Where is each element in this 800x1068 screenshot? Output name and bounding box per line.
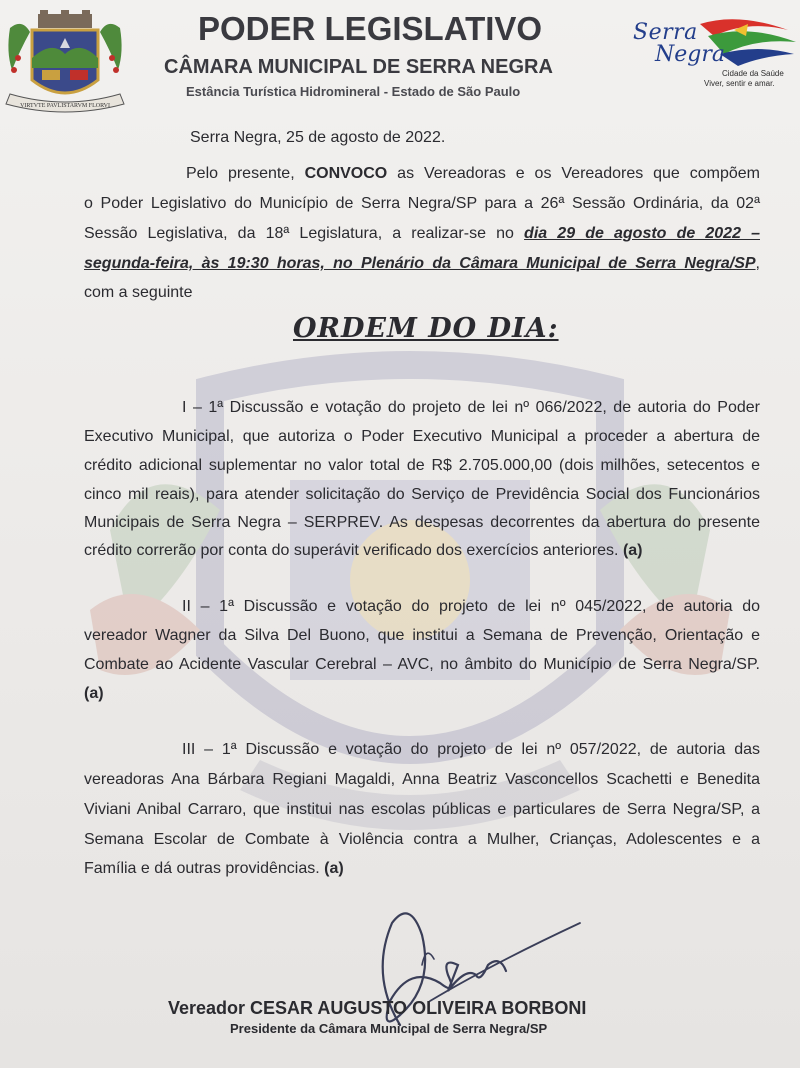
convoco-keyword: CONVOCO: [304, 165, 388, 182]
header-subtitle: CÂMARA MUNICIPAL DE SERRA NEGRA: [164, 56, 553, 78]
item-text: Família e dá outras providências.: [84, 860, 325, 877]
header-title: PODER LEGISLATIVO: [198, 10, 543, 47]
item-1-line-1: I – 1ª Discussão e votação do projeto de lei nº 066/2022, de autoria do Poder: [182, 399, 760, 416]
item-3-line-2: vereadoras Ana Bárbara Regiani Magaldi, Anna Beatriz Vasconcellos Scachetti e Benedita: [84, 771, 760, 788]
item-1-line-6: [84, 541, 760, 561]
intro-line-1: [186, 164, 760, 184]
item-2-line-1: II – 1ª Discussão e votação do projeto de lei nº 045/2022, de autoria do: [182, 598, 760, 615]
header-tagline: Estância Turística Hidromineral - Estado de São Paulo: [186, 84, 521, 99]
item-3-mark: (a): [324, 860, 344, 877]
brand-slogan-1: Cidade da Saúde: [722, 69, 784, 78]
item-2-mark: (a): [84, 685, 104, 702]
agenda-title: ORDEM DO DIA:: [293, 313, 559, 344]
intro-line-3: [84, 224, 760, 244]
session-time-place-emphasis: segunda-feira, às 19:30 horas, no Plenário da Câmara Municipal de Serra Negra/SP: [84, 255, 756, 272]
item-text: crédito correrão por conta do superávit verificado dos exercícios anteriores.: [84, 542, 623, 559]
brand-slogan-2: Viver, sentir e amar.: [704, 79, 775, 88]
signatory-name: Vereador CESAR AUGUSTO OLIVEIRA BORBONI: [168, 998, 587, 1018]
intro-line-2: o Poder Legislativo do Município de Serra Negra/SP para a 26ª Sessão Ordinária, da 02ª: [84, 195, 760, 212]
item-3-line-1: III – 1ª Discussão e votação do projeto de lei nº 057/2022, de autoria das: [182, 741, 760, 758]
session-date-emphasis: dia 29 de agosto de 2022 –: [524, 225, 760, 242]
item-2-line-3: Combate ao Acidente Vascular Cerebral – AVC, no âmbito do Município de Serra Negra/SP.: [84, 656, 760, 673]
intro-text: Sessão Legislativa, da 18ª Legislatura, a realizar-se no: [84, 225, 525, 242]
item-3-line-5: [84, 859, 760, 879]
item-3-line-4: Semana Escolar de Combate à Violência contra a Mulher, Crianças, Adolescentes e a: [84, 831, 760, 848]
item-1-mark: (a): [622, 542, 643, 559]
municipal-crest: [2, 10, 128, 122]
brand-word-serra: Serra: [633, 20, 698, 45]
crest-motto: VIRTVTE PAVLISTARVM FLORVI: [20, 103, 110, 109]
item-3-line-3: Viviani Anibal Carraro, que institui nas escolas públicas e particulares de Serra Negra/SP, a: [84, 801, 760, 818]
date-line: Serra Negra, 25 de agosto de 2022.: [190, 129, 446, 146]
intro-text: Pelo presente,: [186, 165, 305, 182]
intro-text: as Vereadoras e os Vereadores que compõem: [387, 165, 760, 182]
item-2-line-2: vereador Wagner da Silva Del Buono, que institui a Semana de Prevenção, Orientação e: [84, 627, 760, 644]
item-1-line-3: crédito adicional suplementar no valor total de R$ 2.705.000,00 (dois milhões, setecentos e: [84, 457, 760, 474]
item-1-line-5: Municipais de Serra Negra – SERPREV. As despesas decorrentes da abertura do presente: [84, 514, 760, 531]
intro-text: ,: [755, 255, 760, 272]
signatory-role: Presidente da Câmara Municipal de Serra Negra/SP: [230, 1021, 548, 1036]
item-1-line-2: Executivo Municipal, que autoriza o Poder Executivo Municipal a proceder a abertura de: [84, 428, 760, 445]
brand-word-negra: Negra: [655, 42, 725, 67]
intro-line-4: [84, 254, 760, 274]
item-1-line-4: cinco mil reais), para atender solicitação do Serviço de Previdência Social dos Funcionários: [84, 486, 760, 503]
intro-line-5: com a seguinte: [84, 284, 193, 301]
